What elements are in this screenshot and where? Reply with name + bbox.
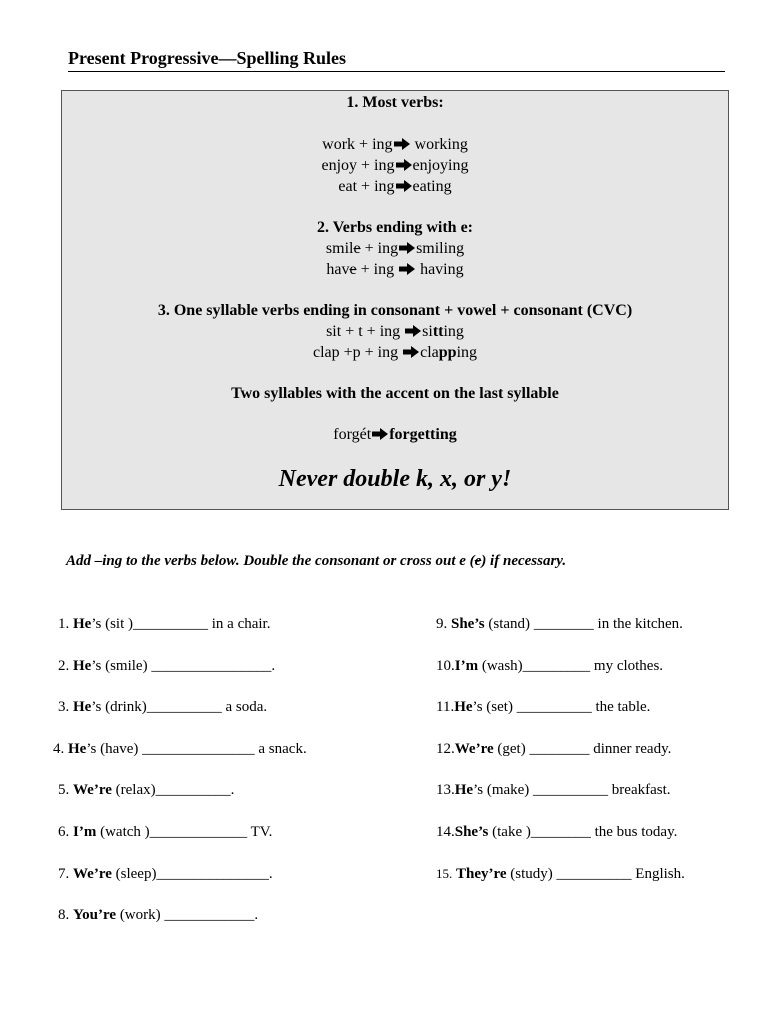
two-syllables-heading: Two syllables with the accent on the last syllable [231,385,559,402]
right-arrow-icon [399,263,415,275]
right-arrow-icon [403,346,419,358]
exercise-item: 5. We’re (relax)__________. [58,782,235,798]
exercise-item: 12.We’re (get) ________ dinner ready. [436,741,672,757]
right-arrow-icon [396,180,412,192]
exercise-item: 10.I’m (wash)_________ my clothes. [436,658,664,674]
exercise-item: 1. He’s (sit )__________ in a chair. [58,616,271,632]
rule-3-example: clap +p + ing clapping [312,344,478,361]
exercise-item: 13.He’s (make) __________ breakfast. [436,782,671,798]
exercise-item: 9. She’s (stand) ________ in the kitchen. [436,616,683,632]
rule-1-example: work + ing working [322,136,468,153]
rule-1-example: enjoy + ing enjoying [321,157,469,174]
right-arrow-icon [396,159,412,171]
forget-example: forgét forgetting [333,426,457,443]
exercise-item: 2. He’s (smile) ________________. [58,658,276,674]
exercise-item: 7. We’re (sleep)_______________. [58,866,273,882]
rule-3-heading: 3. One syllable verbs ending in consonant + vowel + consonant (CVC) [157,302,633,319]
page-title: Present Progressive—Spelling Rules [68,47,725,72]
exercise-item: 14.She’s (take )________ the bus today. [436,824,678,840]
rule-1-example: eat + ing eating [338,178,452,195]
right-arrow-icon [405,325,421,337]
exercise-item: 8. You’re (work) ____________. [58,907,259,923]
right-arrow-icon [372,428,388,440]
right-arrow-icon [399,242,415,254]
exercise-item: 6. I’m (watch )_____________ TV. [58,824,273,840]
exercise-item: 3. He’s (drink)__________ a soda. [58,699,268,715]
never-double-note: Never double k, x, or y! [278,466,512,492]
rule-1-heading: 1. Most verbs: [346,94,444,111]
exercise-item: 4. He’s (have) _______________ a snack. [53,741,307,757]
instruction: Add –ing to the verbs below. Double the consonant or cross out e (e) if necessary. [66,553,567,569]
rules-box [61,90,729,510]
rule-2-example: smile + ing smiling [325,240,465,257]
rule-2-heading: 2. Verbs ending with e: [316,219,474,236]
rule-2-example: have + ing having [326,261,464,278]
exercise-item: 15. They’re (study) __________ English. [436,866,685,882]
right-arrow-icon [394,138,410,150]
exercise-item: 11.He’s (set) __________ the table. [436,699,651,715]
rule-3-example: sit + t + ing sitting [326,323,464,340]
